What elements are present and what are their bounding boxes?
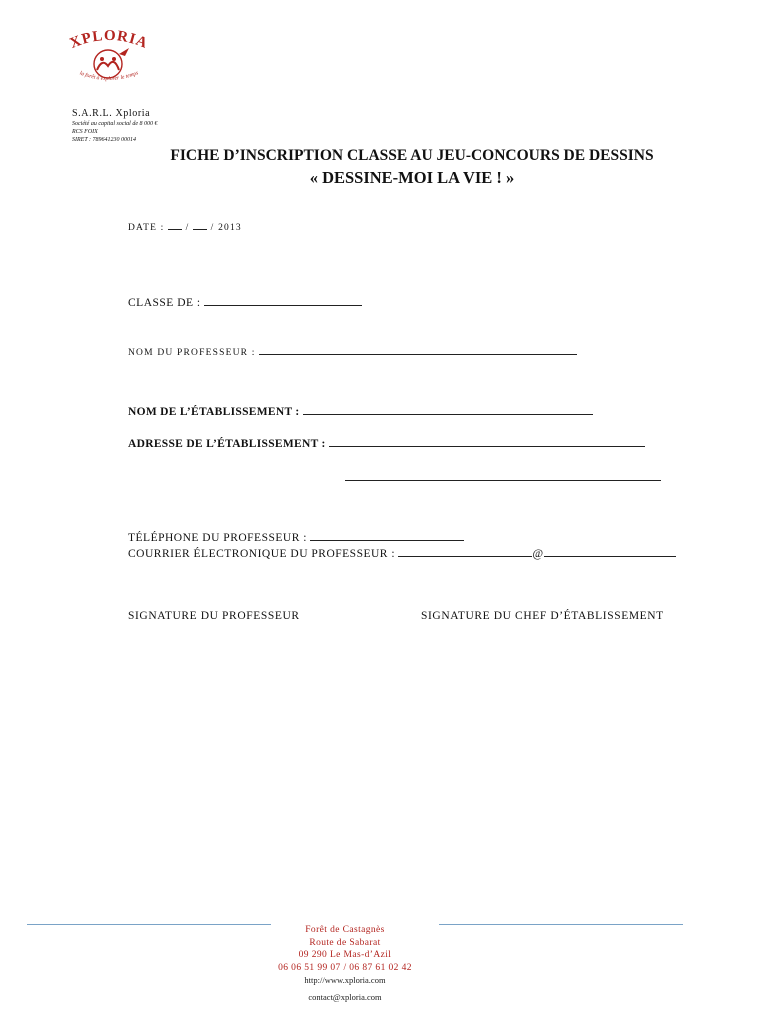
date-label: DATE : xyxy=(128,223,165,233)
logo-title: XPLORIA xyxy=(67,27,151,53)
svg-text:XPLORIA xyxy=(68,28,151,52)
svg-text:la forêt à explorer le temps xyxy=(79,70,140,82)
adresse-blank-1[interactable] xyxy=(329,437,645,447)
adresse-blank-2[interactable] xyxy=(345,471,661,481)
telephone-blank[interactable] xyxy=(310,531,464,541)
courriel-domain-blank[interactable] xyxy=(544,547,676,557)
professeur-field xyxy=(128,345,577,358)
signature-professeur-label: SIGNATURE DU PROFESSEUR xyxy=(128,610,300,622)
classe-field xyxy=(128,296,362,309)
adresse-field xyxy=(128,437,645,450)
date-day-blank[interactable] xyxy=(168,220,182,230)
legal-capital: Société au capital social de 8 000 € xyxy=(72,121,158,127)
footer-route: Route de Sabarat xyxy=(309,937,381,948)
etablissement-blank[interactable] xyxy=(303,405,593,415)
date-separator: / xyxy=(185,223,190,233)
date-year: / 2013 xyxy=(210,223,242,233)
professeur-blank[interactable] xyxy=(259,345,577,355)
xploria-logo xyxy=(57,26,159,88)
contest-name: « DESSINE-MOI LA VIE ! » xyxy=(309,168,515,187)
footer-rule-left xyxy=(27,924,271,925)
adresse-field-line2 xyxy=(345,471,661,484)
footer-lieu: Forêt de Castagnès xyxy=(305,925,385,935)
classe-label: CLASSE DE : xyxy=(128,297,201,309)
footer-site-link[interactable]: http://www.xploria.com xyxy=(304,975,386,985)
courriel-user-blank[interactable] xyxy=(398,547,532,557)
classe-blank[interactable] xyxy=(204,296,362,306)
logo-graphic xyxy=(57,26,159,88)
telephone-field xyxy=(128,531,464,544)
signature-chef-label: SIGNATURE DU CHEF D’ÉTABLISSEMENT xyxy=(421,610,664,622)
courriel-at: @ xyxy=(532,548,544,560)
adresse-label: ADRESSE DE L’ÉTABLISSEMENT : xyxy=(128,438,326,450)
footer-email-link[interactable]: contact@xploria.com xyxy=(308,991,382,1002)
date-field xyxy=(128,220,242,233)
telephone-label: TÉLÉPHONE DU PROFESSEUR : xyxy=(128,532,307,544)
form-title: FICHE D’INSCRIPTION CLASSE AU JEU-CONCOURS DE DESSINS xyxy=(170,147,654,164)
logo-tagline: la forêt à explorer le temps xyxy=(78,70,140,83)
footer-telephones: 06 06 51 99 07 / 06 87 61 02 42 xyxy=(278,962,412,973)
date-month-blank[interactable] xyxy=(193,220,207,230)
courriel-field xyxy=(128,547,676,560)
courriel-label: COURRIER ÉLECTRONIQUE DU PROFESSEUR : xyxy=(128,548,396,560)
professeur-label: NOM DU PROFESSEUR : xyxy=(128,348,256,358)
legal-rcs: RCS FOIX xyxy=(72,129,98,135)
legal-siret: SIRET : 789641230 00014 xyxy=(72,137,137,143)
etablissement-field xyxy=(128,405,593,418)
footer-address xyxy=(255,924,435,1003)
company-name: S.A.R.L. Xploria xyxy=(72,108,151,119)
footer-ville: 09 290 Le Mas-d’Azil xyxy=(298,950,392,960)
etablissement-label: NOM DE L’ÉTABLISSEMENT : xyxy=(128,406,300,418)
footer-rule-right xyxy=(439,924,683,925)
